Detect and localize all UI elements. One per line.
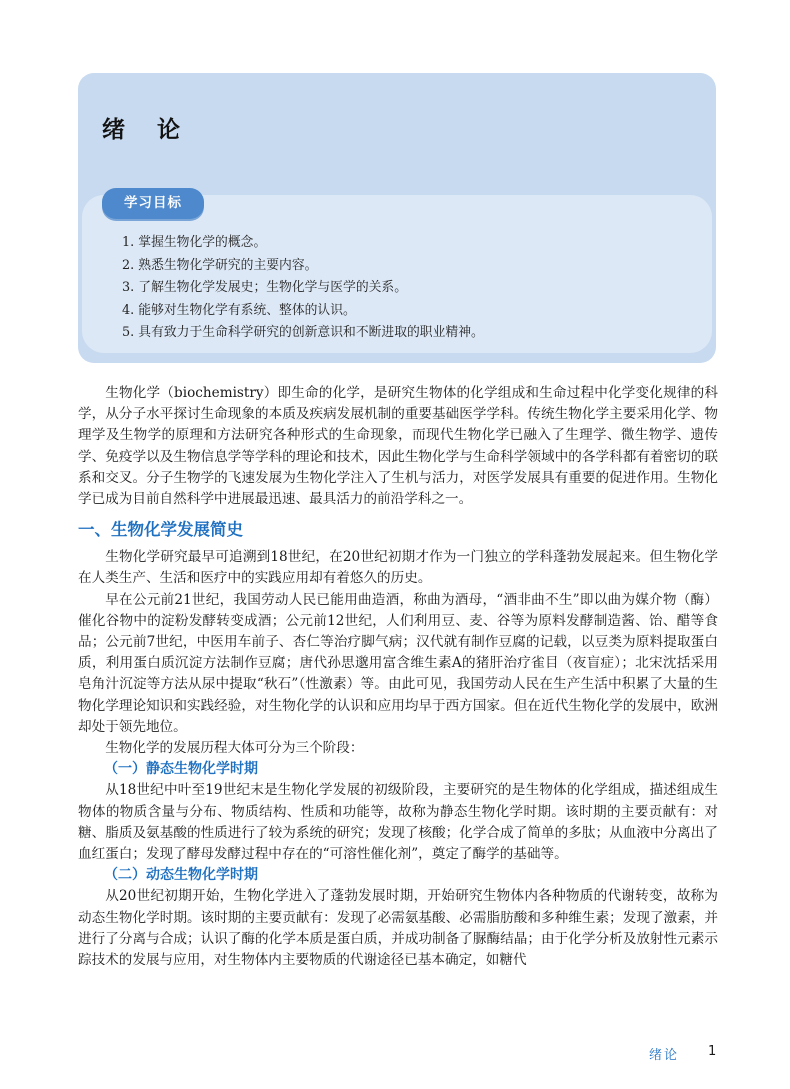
goal-item: 3. 了解生物化学发展史；生物化学与医学的关系。	[122, 280, 408, 295]
chapter-header-box	[78, 73, 716, 363]
chapter-title: 绪 论	[102, 117, 193, 143]
goal-item: 1. 掌握生物化学的概念。	[122, 235, 267, 250]
learning-goals-list	[122, 232, 484, 345]
subsection-heading: （二）动态生物化学时期	[104, 867, 258, 884]
body-paragraph: 从18世纪中叶至19世纪末是生物化学发展的初级阶段，主要研究的是生物体的化学组成，描述组成生物体的物质含量与分布、物质结构、性质和功能等，故称为静态生物化学时期。该时期的主要贡献有：对糖、脂质及氨基酸的性质进行了较为系统的研究；发现了核酸；化学合成了简单的多肽；从血液中分离出了血红蛋白；发现了酵母发酵过程中存在的“可溶性催化剂”，奠定了酶学的基础等。	[78, 782, 718, 863]
body-content	[78, 383, 718, 971]
page-footer	[0, 1044, 790, 1064]
learning-goals-label: 学习目标	[102, 188, 204, 219]
body-paragraph: 从20世纪初期开始，生物化学进入了蓬勃发展时期，开始研究生物体内各种物质的代谢转变，故称为动态生物化学时期。该时期的主要贡献有：发现了必需氨基酸、必需脂肪酸和多种维生素；发现了激素，并进行了分离与合成；认识了酶的化学本质是蛋白质，并成功制备了脲酶结晶；由于化学分析及放射性元素示踪技术的发展与应用，对生物体内主要物质的代谢途径已基本确定，如糖代	[78, 888, 718, 969]
page-number: 1	[708, 1044, 717, 1059]
goal-item: 2. 熟悉生物化学研究的主要内容。	[122, 257, 318, 273]
subsection-heading: （一）静态生物化学时期	[104, 761, 258, 778]
section-heading: 一、生物化学发展简史	[78, 520, 243, 540]
intro-paragraph: 生物化学（biochemistry）即生命的化学，是研究生物体的化学组成和生命过程中化学变化规律的科学，从分子水平探讨生命现象的本质及疾病发展机制的重要基础医学学科。传统生物化学主要采用化学、物理学及生物学的原理和方法研究各种形式的生命现象，而现代生物化学已融入了生理学、微生物学、遗传学、免疫学以及生物信息学等学科的理论和技术，因此生物化学与生命科学领域中的各学科都有着密切的联系和交叉。分子生物学的飞速发展为生物化学注入了生机与活力，对医学发展具有重要的促进作用。生物化学已成为目前自然科学中进展最迅速、最具活力的前沿学科之一。	[78, 385, 718, 508]
goal-item: 5. 具有致力于生命科学研究的创新意识和不断进取的职业精神。	[122, 325, 484, 340]
running-title: 绪论	[649, 1048, 680, 1063]
goal-item: 4. 能够对生物化学有系统、整体的认识。	[122, 302, 356, 318]
body-paragraph: 生物化学研究最早可追溯到18世纪，在20世纪初期才作为一门独立的学科蓬勃发展起来。但生物化学在人类生产、生活和医疗中的实践应用却有着悠久的历史。	[78, 549, 718, 587]
body-paragraph: 生物化学的发展历程大体可分为三个阶段：	[105, 740, 364, 757]
body-paragraph: 早在公元前21世纪，我国劳动人民已能用曲造酒，称曲为酒母，“酒非曲不生”即以曲为媒介物（酶）催化谷物中的淀粉发酵转变成酒；公元前12世纪，人们利用豆、麦、谷等为原料发酵制造酱、饴、醋等食品；公元前7世纪，中医用车前子、杏仁等治疗脚气病；汉代就有制作豆腐的记载，以豆类为原料提取蛋白质，利用蛋白质沉淀方法制作豆腐；唐代孙思邈用富含维生素A的猪肝治疗雀目（夜盲症）；北宋沈括采用皂角汁沉淀等方法从尿中提取“秋石”（性激素）等。由此可见，我国劳动人民在生产生活中积累了大量的生物化学理论知识和实践经验，对生物化学的认识和应用均早于西方国家。但在近代生物化学的发展中，欧洲却处于领先地位。	[78, 591, 718, 735]
learning-goals-panel	[82, 195, 712, 353]
